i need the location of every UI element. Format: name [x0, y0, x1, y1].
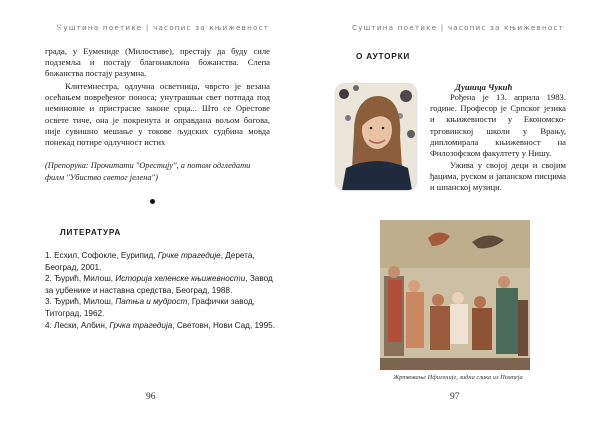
literature-heading: ЛИТЕРАТУРА — [60, 228, 122, 237]
author-photo — [336, 84, 416, 190]
left-running-head: Ｓуштина поетике | часопис за књижевност — [55, 23, 270, 32]
image-caption: Жртвовање Ифигеније, зидна слика из Помпеја — [393, 374, 523, 381]
reference-item: 2. Ђурић, Милош, Историја хеленске књижевности, Завод за уџбенике и наставна средства, Београд, 1988. — [45, 274, 273, 295]
author-name: Душица Чукић — [455, 82, 513, 92]
reference-item: 1. Есхил, Софокле, Еурипид, Грчке трагедије, Дерета, Београд, 2001. — [45, 251, 255, 272]
right-running-head: Суштина поетике | часопис за књижевност — [352, 23, 564, 32]
left-page-number: 96 — [146, 392, 156, 402]
reference-list — [45, 250, 275, 331]
section-bullet — [150, 199, 155, 204]
left-paragraph-1: града, у Еумениде (Милостиве), престају да буду силе подземља и постају благонаклона божанства. Слепа божанства постају разумна. — [45, 46, 270, 79]
left-paragraph-2: Клитемнестра, одлучна осветница, чврсто је везана осећањем повређеног поноса; унутрашњи свет потпада под неминовне и пристрасне законе срца... Што се Орестове освете тиче, она је покренута и оправдана вољом богова, није сувишно мешање у токове људских судбина мовда понекад потире одлучност истих — [45, 81, 270, 148]
right-page — [300, 0, 600, 425]
right-page-number: 97 — [450, 392, 460, 402]
about-author-heading: О АУТОРКИ — [356, 52, 411, 61]
pompeii-fresco-image — [380, 220, 530, 370]
reference-item: 4. Лески, Албин, Грчка трагедија, Световн, Нови Сад, 1995. — [45, 320, 275, 330]
author-bio-2: Ужива у својој деци и својим ђацима, руском и јапанском писцима и шпанској музици. — [430, 160, 566, 193]
reference-item: 3. Ђурић, Милош, Патња и мудрост, Графички завод, Титоград, 1962. — [45, 297, 255, 318]
author-bio-1: Рођена је 13. априла 1983. године. Професор је Српског језика и књижевности у Економско-трговинској школи у Врању, дипломирала књижевност на Филозофском факултету у Нишу. — [430, 92, 566, 159]
recommendation-note: (Препорука: Прочитати "Орестију", а потом одгледати филм "Убиство светог јелена") — [45, 161, 251, 182]
